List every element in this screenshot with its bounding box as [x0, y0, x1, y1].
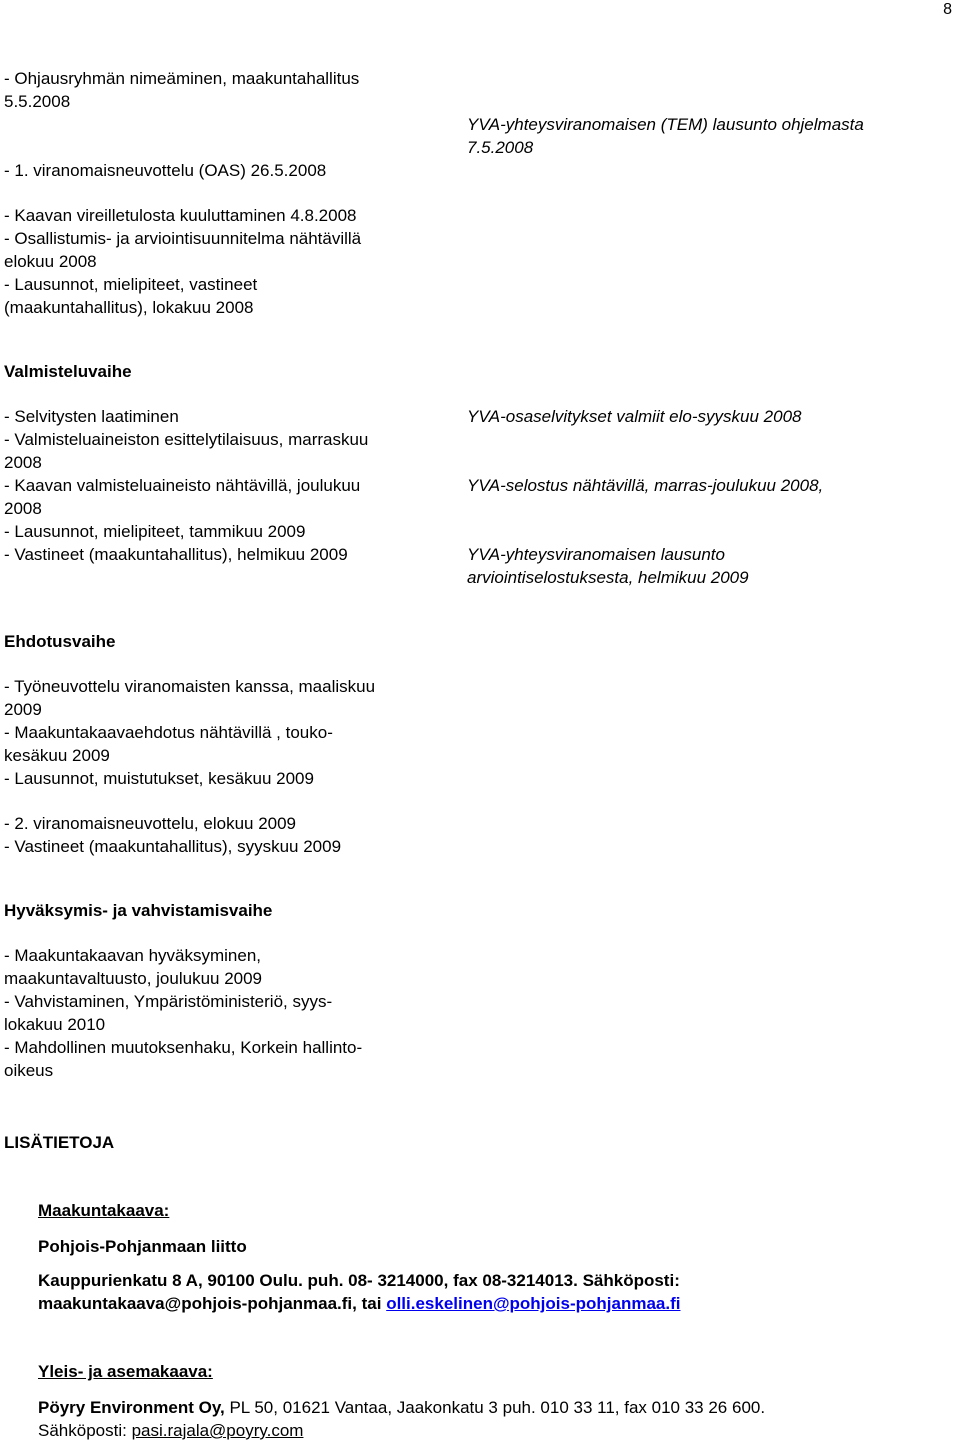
- yva-note: YVA-osaselvitykset valmiit elo-syyskuu 2008: [467, 407, 802, 426]
- contact-emails: [38, 1293, 680, 1316]
- yva-note: YVA-selostus nähtävillä, marras-joulukuu 2008,: [467, 476, 824, 495]
- text-line: - Valmisteluaineiston esittelytilaisuus, marraskuu: [4, 430, 369, 449]
- text-line: lokakuu 2010: [4, 1015, 106, 1034]
- section-heading-valmisteluvaihe: Valmisteluvaihe: [4, 362, 132, 381]
- text-line: - Kaavan valmisteluaineisto nähtävillä, joulukuu: [4, 476, 361, 495]
- text-line: - Lausunnot, mielipiteet, tammikuu 2009: [4, 522, 306, 541]
- text-line: - Lausunnot, muistutukset, kesäkuu 2009: [4, 769, 314, 788]
- text-line: - Maakuntakaavaehdotus nähtävillä , touko-: [4, 723, 333, 742]
- section-heading-ehdotusvaihe: Ehdotusvaihe: [4, 632, 116, 651]
- text-line: - Vastineet (maakuntahallitus), syyskuu 2009: [4, 837, 342, 856]
- text-line: - Vastineet (maakuntahallitus), helmikuu 2009: [4, 545, 348, 564]
- text-line: 2008: [4, 499, 42, 518]
- text-line: kesäkuu 2009: [4, 746, 110, 765]
- text-line: 2008: [4, 453, 42, 472]
- company-name: Pöyry Environment Oy,: [38, 1398, 225, 1417]
- text-line: - Osallistumis- ja arviointisuunnitelma nähtävillä: [4, 229, 362, 248]
- text-line: - Mahdollinen muutoksenhaku, Korkein hallinto-: [4, 1038, 363, 1057]
- text-line: - 1. viranomaisneuvottelu (OAS) 26.5.2008: [4, 161, 327, 180]
- company-address: PL 50, 01621 Vantaa, Jaakonkatu 3 puh. 010 33 11, fax 010 33 26 600.: [224, 1398, 766, 1417]
- text-line: oikeus: [4, 1061, 54, 1080]
- text-line: - Lausunnot, mielipiteet, vastineet: [4, 275, 258, 294]
- text-line: - Ohjausryhmän nimeäminen, maakuntahallitus: [4, 69, 360, 88]
- yva-note: YVA-yhteysviranomaisen lausunto: [467, 545, 725, 564]
- text-line: 2009: [4, 700, 42, 719]
- text-line: - Vahvistaminen, Ympäristöministeriö, syys-: [4, 992, 333, 1011]
- email-link-pasi[interactable]: pasi.rajala@poyry.com: [131, 1421, 304, 1440]
- section-heading-hyvaksymisvaihe: Hyväksymis- ja vahvistamisvaihe: [4, 901, 273, 920]
- text-line: - Kaavan vireilletulosta kuuluttaminen 4.8.2008: [4, 206, 357, 225]
- text-line: (maakuntahallitus), lokakuu 2008: [4, 298, 254, 317]
- section-heading-lisatietoja: LISÄTIETOJA: [4, 1133, 115, 1152]
- page-number: 8: [943, 1, 952, 18]
- text-line: maakuntavaltuusto, joulukuu 2009: [4, 969, 263, 988]
- text-line: - 2. viranomaisneuvottelu, elokuu 2009: [4, 814, 297, 833]
- email-label: Sähköposti:: [38, 1421, 132, 1440]
- yleiskaava-label: Yleis- ja asemakaava:: [38, 1362, 213, 1381]
- organization-name: Pohjois-Pohjanmaan liitto: [38, 1237, 247, 1256]
- text-line: - Selvitysten laatiminen: [4, 407, 179, 426]
- text-line: - Maakuntakaavan hyväksyminen,: [4, 946, 262, 965]
- text-line: 5.5.2008: [4, 92, 71, 111]
- text-line: - Työneuvottelu viranomaisten kanssa, maaliskuu: [4, 677, 376, 696]
- contact-email-poyry: [38, 1420, 303, 1443]
- text-line: elokuu 2008: [4, 252, 97, 271]
- contact-address: Kauppurienkatu 8 A, 90100 Oulu. puh. 08- 3214000, fax 08-3214013. Sähköposti:: [38, 1271, 680, 1290]
- yva-note: 7.5.2008: [467, 138, 534, 157]
- email-separator: , tai: [352, 1294, 387, 1313]
- contact-address-poyry: [38, 1397, 765, 1420]
- email-maakuntakaava: maakuntakaava@pohjois-pohjanmaa.fi: [38, 1294, 353, 1313]
- yva-note: arviointiselostuksesta, helmikuu 2009: [467, 568, 749, 587]
- yva-note: YVA-yhteysviranomaisen (TEM) lausunto ohjelmasta: [467, 115, 864, 134]
- email-link-olli[interactable]: olli.eskelinen@pohjois-pohjanmaa.fi: [386, 1294, 681, 1313]
- maakuntakaava-label: Maakuntakaava:: [38, 1201, 170, 1220]
